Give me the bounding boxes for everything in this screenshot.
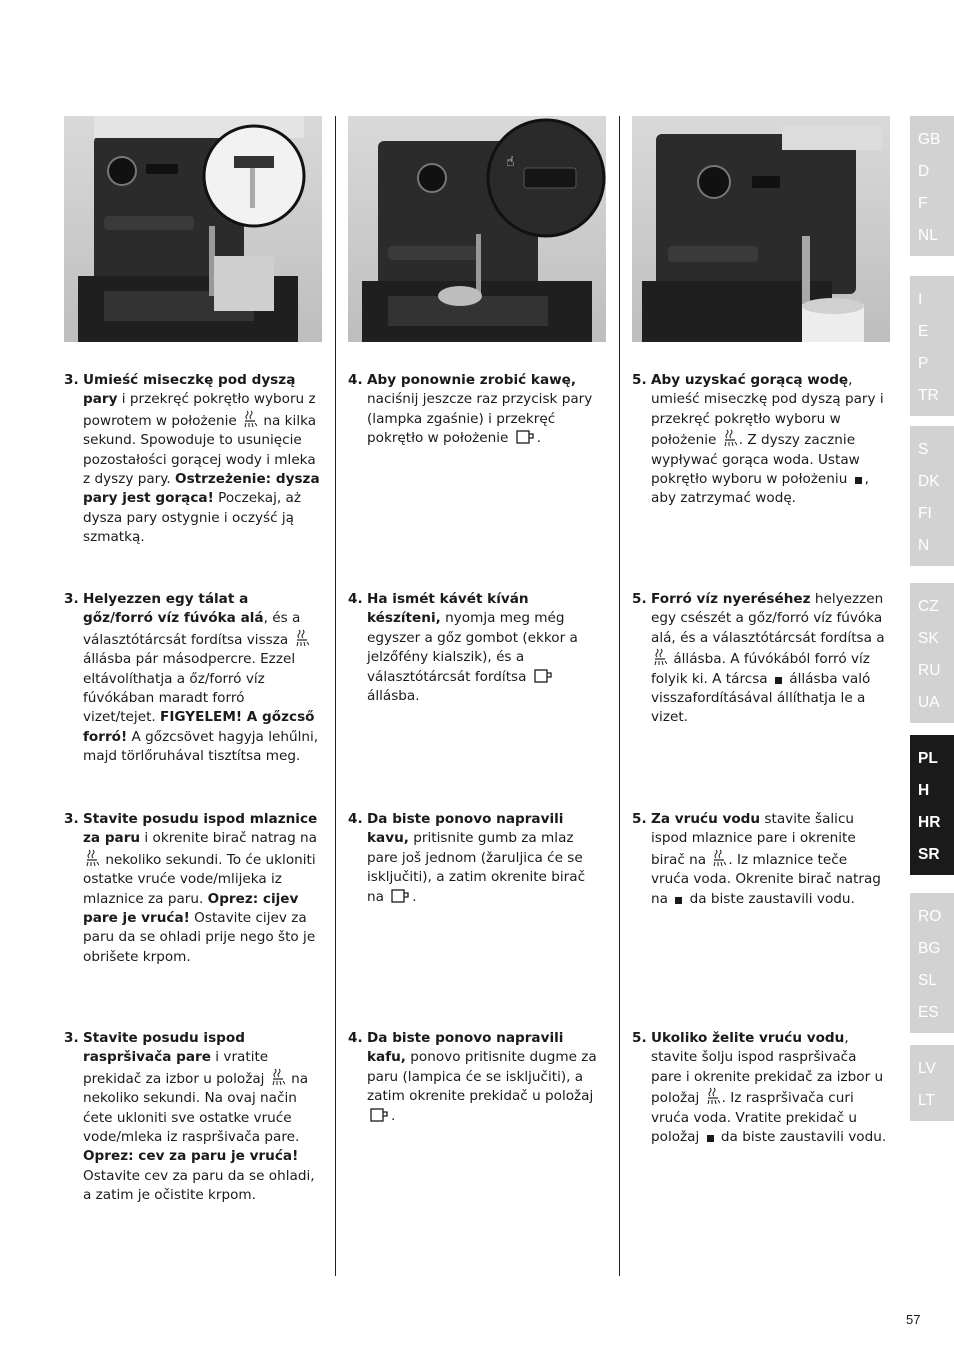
- language-tab-i: I: [918, 291, 923, 308]
- svg-text:☝: ☝: [506, 154, 515, 170]
- step-body: , umieść miseczkę pod dyszą pary i przekręć pokrętło wyboru w położenie: [651, 372, 884, 449]
- steam-nozzle-icon: [712, 849, 726, 867]
- step-body: ponovo pritisnite dugme za paru (lampica će se isključiti), a zatim okrenite prekidač u položaj: [367, 1049, 597, 1105]
- language-tab-f: F: [918, 195, 928, 212]
- step-emphasis: Oprez: cijev pare je vruća!: [83, 890, 299, 927]
- step-emphasis: Za vruću vodu: [651, 811, 761, 827]
- step-body: állásba. A fúvókából forró víz folyik ki. A tárcsa: [651, 651, 870, 687]
- language-tab-sl: SL: [918, 972, 937, 989]
- language-tab-nl: NL: [918, 227, 938, 244]
- language-tab-h: H: [918, 782, 930, 799]
- instruction-step: [632, 371, 888, 509]
- step-body: i przekręć pokrętło wyboru z powrotem w położenie: [83, 391, 316, 429]
- language-group: [910, 116, 954, 256]
- stop-square-icon: [706, 1132, 715, 1144]
- illustration-rinse-steam-wand: [64, 116, 322, 342]
- language-tab-hr: HR: [918, 814, 941, 831]
- step-text: [367, 590, 604, 706]
- language-tab-p: P: [918, 355, 929, 372]
- step-body: da biste zaustavili vodu.: [685, 890, 855, 907]
- step-emphasis: Stavite posudu ispod raspršivača pare: [83, 1030, 245, 1066]
- step-body: stavite šalicu ispod mlaznice pare i okrenite birač na: [651, 811, 856, 868]
- steam-nozzle-icon: [706, 1087, 720, 1105]
- language-tab-es: ES: [918, 1004, 939, 1021]
- page-number: 57: [906, 1312, 921, 1327]
- instruction-step: [632, 1029, 888, 1147]
- step-text: [83, 1029, 320, 1206]
- steam-nozzle-icon: [723, 429, 737, 447]
- step-body: nyomja meg még egyszer a gőz gombot (ekkor a jelzőfény kialszik), és a választótárcsát fordítsa: [367, 610, 578, 685]
- step-body: .: [391, 1107, 396, 1124]
- step-text: [83, 590, 320, 767]
- cup-icon: [369, 1107, 389, 1123]
- step-text: [367, 371, 604, 449]
- step-number: 3.: [64, 1030, 79, 1046]
- steam-nozzle-icon: [271, 1068, 285, 1086]
- step-number: 5.: [632, 1030, 647, 1046]
- step-body: . Iz mlaznice teče vruća voda. Okrenite birač natrag na: [651, 851, 881, 907]
- step-emphasis: Aby ponownie zrobić kawę,: [367, 372, 577, 388]
- cup-icon: [515, 429, 535, 445]
- language-tab-bg: BG: [918, 940, 941, 957]
- step-emphasis: Da biste ponovo napravili kavu,: [367, 811, 564, 847]
- language-tab-e: E: [918, 323, 929, 340]
- instruction-step: [348, 590, 604, 706]
- step-text: [651, 810, 888, 909]
- step-body: naciśnij jeszcze raz przycisk pary (lampka zgaśnie) i przekręć pokrętło w położenie: [367, 391, 593, 447]
- language-group-active: [910, 735, 954, 875]
- language-tab-fi: FI: [918, 505, 932, 522]
- step-emphasis: Umieść miseczkę pod dyszą pary: [83, 372, 296, 408]
- instruction-step: [348, 371, 604, 449]
- step-number: 5.: [632, 591, 647, 607]
- step-body: i okrenite birač natrag na: [140, 830, 317, 847]
- step-body: da biste zaustavili vodu.: [716, 1129, 887, 1146]
- language-tab-ro: RO: [918, 908, 942, 925]
- step-number: 4.: [348, 591, 363, 607]
- language-group: [910, 276, 954, 416]
- language-tab-lv: LV: [918, 1060, 936, 1077]
- step-text: [367, 1029, 604, 1126]
- illustration-hot-water: [632, 116, 890, 342]
- steam-nozzle-icon: [653, 648, 667, 666]
- step-number: 4.: [348, 1030, 363, 1046]
- language-tab-sk: SK: [918, 630, 939, 647]
- step-number: 4.: [348, 811, 363, 827]
- step-body: . Z dyszy zacznie wypływać gorąca woda. Ustaw pokrętło wyboru w położeniu: [651, 432, 860, 488]
- step-number: 5.: [632, 372, 647, 388]
- language-group: [910, 426, 954, 566]
- instruction-step: [632, 810, 888, 909]
- step-body: állásba.: [367, 688, 420, 705]
- cup-icon: [390, 888, 410, 904]
- steam-nozzle-icon: [243, 410, 257, 428]
- steam-nozzle-icon: [85, 849, 99, 867]
- step-emphasis: Da biste ponovo napravili kafu,: [367, 1030, 564, 1066]
- illustration-steam-button: [348, 116, 606, 342]
- step-body: Ostavite cijev za paru da se ohladi prije nego što je obrišete krpom.: [83, 910, 316, 965]
- stop-square-icon: [674, 894, 683, 906]
- instruction-step: [64, 371, 320, 548]
- language-group: [910, 583, 954, 723]
- stop-square-icon: [854, 474, 863, 486]
- language-group: [910, 1045, 954, 1121]
- step-body: A gőzcsövet hagyja lehűlni, majd törlőruhával tisztítsa meg.: [83, 728, 319, 765]
- language-tab-pl: PL: [918, 750, 938, 767]
- step-emphasis: Oprez: cev za paru je vruća!: [83, 1148, 299, 1165]
- language-tab-tr: TR: [918, 387, 939, 404]
- step-body: helyezzen egy csészét a gőz/forró víz fúvóka alá, és a választótárcsát fordítsa a: [651, 591, 885, 646]
- step-number: 3.: [64, 372, 79, 388]
- instruction-step: [64, 810, 320, 967]
- step-emphasis: Ostrzeżenie: dysza pary jest gorąca!: [83, 471, 320, 507]
- step-body: pritisnite gumb za mlaz pare još jednom (žaruljica će se isključiti), a zatim okrenite birač na: [367, 830, 586, 905]
- language-tab-gb: GB: [918, 131, 941, 148]
- step-body: na kilka sekund. Spowoduje to usunięcie pozostałości gorącej wody i mleka z dyszy pary.: [83, 412, 317, 488]
- language-tab-s: S: [918, 441, 929, 458]
- instruction-step: [632, 590, 888, 728]
- language-tab-ru: RU: [918, 662, 941, 679]
- stop-square-icon: [774, 674, 783, 686]
- language-tab-n: N: [918, 537, 930, 554]
- step-emphasis: Ukoliko želite vruću vodu: [651, 1030, 845, 1046]
- step-text: [83, 810, 320, 967]
- step-body: , aby zatrzymać wodę.: [651, 471, 869, 507]
- steam-nozzle-icon: [295, 629, 309, 647]
- instruction-step: [64, 590, 320, 767]
- step-body: na nekoliko sekundi. Na ovaj način ćete ukloniti sve ostatke vruće vode/mleka iz raspršivača pare.: [83, 1070, 309, 1146]
- step-body: i vratite prekidač za izbor u položaj: [83, 1049, 269, 1087]
- instruction-step: [64, 1029, 320, 1206]
- step-text: [651, 1029, 888, 1147]
- step-text: [651, 590, 888, 728]
- step-number: 3.: [64, 811, 79, 827]
- language-tab-sr: SR: [918, 846, 940, 863]
- step-body: . Iz raspršivača curi vruća voda. Vratite prekidač u položaj: [651, 1090, 857, 1146]
- step-emphasis: Ha ismét kávét kíván készíteni,: [367, 591, 529, 627]
- step-emphasis: FIGYELEM! A gőzcső forró!: [83, 709, 315, 745]
- step-emphasis: Helyezzen egy tálat a gőz/forró víz fúvóka alá: [83, 591, 264, 627]
- step-body: állásba pár másodpercre. Ezzel eltávolíthatja a őz/forró víz fúvókában maradt forró vizet/tejet.: [83, 651, 296, 726]
- step-body: .: [536, 430, 542, 447]
- instruction-step: [348, 810, 604, 907]
- step-body: nekoliko sekundi. To će ukloniti ostatke vruće vode/mlijeka iz mlaznice za paru.: [83, 851, 316, 907]
- step-number: 4.: [348, 372, 363, 388]
- step-body: , és a választótárcsát fordítsa vissza: [83, 610, 301, 648]
- language-tab-lt: LT: [918, 1092, 935, 1109]
- column-divider: [619, 116, 620, 1276]
- language-tab-dk: DK: [918, 473, 940, 490]
- cup-icon: [533, 668, 553, 684]
- language-tab-cz: CZ: [918, 598, 939, 615]
- language-tab-ua: UA: [918, 694, 940, 711]
- language-group: [910, 893, 954, 1033]
- step-emphasis: Forró víz nyeréséhez: [651, 591, 811, 607]
- step-text: [83, 371, 320, 548]
- step-emphasis: Aby uzyskać gorącą wodę: [651, 372, 849, 388]
- step-emphasis: Stavite posudu ispod mlaznice za paru: [83, 811, 318, 847]
- step-body: .: [412, 888, 417, 905]
- step-body: állásba való visszafordításával állíthatja le a vizet.: [651, 670, 871, 726]
- step-body: Poczekaj, aż dysza pary ostygnie i oczyść ją szmatką.: [83, 490, 301, 546]
- column-divider: [335, 116, 336, 1276]
- step-body: , stavite šolju ispod raspršivača pare i okrenite prekidač za izbor u položaj: [651, 1030, 884, 1107]
- step-text: [651, 371, 888, 509]
- step-text: [367, 810, 604, 907]
- step-body: Ostavite cev za paru da se ohladi, a zatim je očistite krpom.: [83, 1167, 315, 1204]
- instruction-step: [348, 1029, 604, 1126]
- step-number: 5.: [632, 811, 647, 827]
- step-number: 3.: [64, 591, 79, 607]
- language-tab-d: D: [918, 163, 930, 180]
